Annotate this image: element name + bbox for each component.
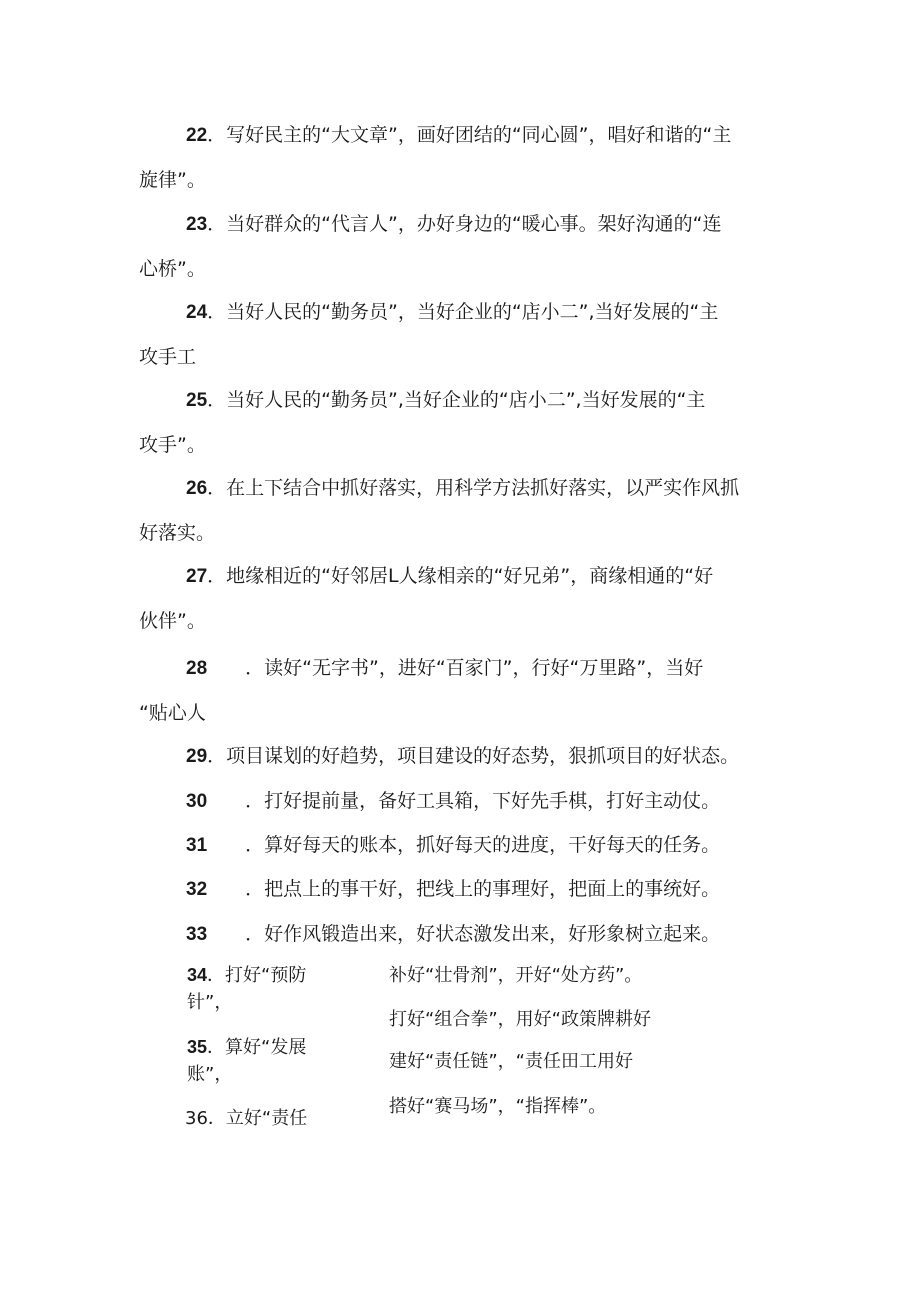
table-right-cell: [389, 1093, 606, 1120]
item-number: 34: [187, 965, 208, 985]
item-text: ．地缘相近的“好邻居L人缘相亲的“好兄弟”，商缘相通的“好: [207, 565, 714, 587]
item-text-cont: “贴心人: [139, 702, 206, 724]
list-item: [139, 779, 789, 824]
list-item: [139, 646, 789, 735]
item-text: 打好“组合拳”，用好“政策牌耕好: [389, 1009, 651, 1030]
clipped-row: [185, 1100, 345, 1129]
item-number: 32: [186, 879, 208, 900]
item-text: ．算好每天的账本，抓好每天的进度，干好每天的任务。: [245, 834, 721, 856]
item-text: ．写好民主的“大文章”，画好团结的“同心圆”，唱好和谐的“主: [207, 124, 732, 146]
item-text: ．项目谋划的好趋势，项目建设的好态势，狠抓项目的好状态。: [207, 745, 740, 767]
item-text: ．读好“无字书”，进好“百家门”，行好“万里路”，当好: [245, 657, 704, 679]
list-item: [139, 734, 789, 779]
item-text: 补好“壮骨剂”，开好“处方药”。: [389, 965, 643, 986]
table-left-cell: [187, 962, 306, 1016]
item-number: 31: [186, 835, 208, 856]
table-right-cell: [389, 962, 642, 989]
list-item: [139, 378, 789, 467]
item-text-cont: 心桥”。: [139, 258, 206, 280]
item-text: ．算好“发展: [207, 1037, 307, 1058]
item-number: 28: [186, 658, 208, 679]
list-item: [139, 823, 789, 868]
item-text: ．好作风锻造出来，好状态激发出来，好形象树立起来。: [245, 923, 721, 945]
item-number: 22: [186, 125, 208, 146]
item-text: ．打好“预防: [207, 965, 307, 986]
item-number: 26: [186, 478, 208, 499]
item-text-cont: 账”，: [187, 1064, 233, 1085]
item-number: 29: [186, 746, 208, 767]
item-text: ．把点上的事干好，把线上的事理好，把面上的事统好。: [245, 878, 721, 900]
list-item: [139, 867, 789, 912]
list-item: [139, 202, 789, 291]
item-text: 36．立好“责任: [185, 1108, 308, 1129]
list-item: [139, 113, 789, 202]
item-text: ．当好人民的“勤务员”,当好企业的“店小二”,当好发展的“主: [207, 389, 706, 411]
item-number: 33: [186, 924, 208, 945]
item-text: ．当好群众的“代言人”，办好身边的“暖心事。架好沟通的“连: [207, 213, 722, 235]
item-text: 建好“责任链”，“责任田工用好: [389, 1051, 633, 1072]
item-number: 24: [186, 302, 208, 323]
item-text: ．当好人民的“勤务员”，当好企业的“店小二”,当好发展的“主: [207, 301, 719, 323]
item-number: 27: [186, 566, 208, 587]
item-number: 35: [187, 1037, 208, 1057]
item-number: 23: [186, 214, 208, 235]
item-text-cont: 针”，: [187, 992, 233, 1013]
table-right-cell: [389, 1048, 633, 1075]
item-number: 25: [186, 390, 208, 411]
item-text: 搭好“赛马场”，“指挥棒”。: [389, 1096, 607, 1117]
table-left-cell: [187, 1034, 306, 1088]
list-item: [139, 554, 789, 643]
item-text: ．打好提前量，备好工具箱，下好先手棋，打好主动仗。: [245, 790, 721, 812]
item-text-cont: 旋律”。: [139, 169, 206, 191]
item-text-cont: 攻手”。: [139, 434, 206, 456]
item-text-cont: 好落实。: [139, 522, 216, 544]
item-number: 30: [186, 791, 208, 812]
item-text-cont: 伙伴”。: [139, 610, 206, 632]
table-right-cell: [389, 1006, 651, 1033]
list-item: [139, 290, 789, 379]
item-text-cont: 攻手工: [139, 346, 197, 368]
list-item: [139, 466, 789, 555]
item-text: ．在上下结合中抓好落实，用科学方法抓好落实，以严实作风抓: [207, 477, 740, 499]
list-item: [139, 912, 789, 957]
